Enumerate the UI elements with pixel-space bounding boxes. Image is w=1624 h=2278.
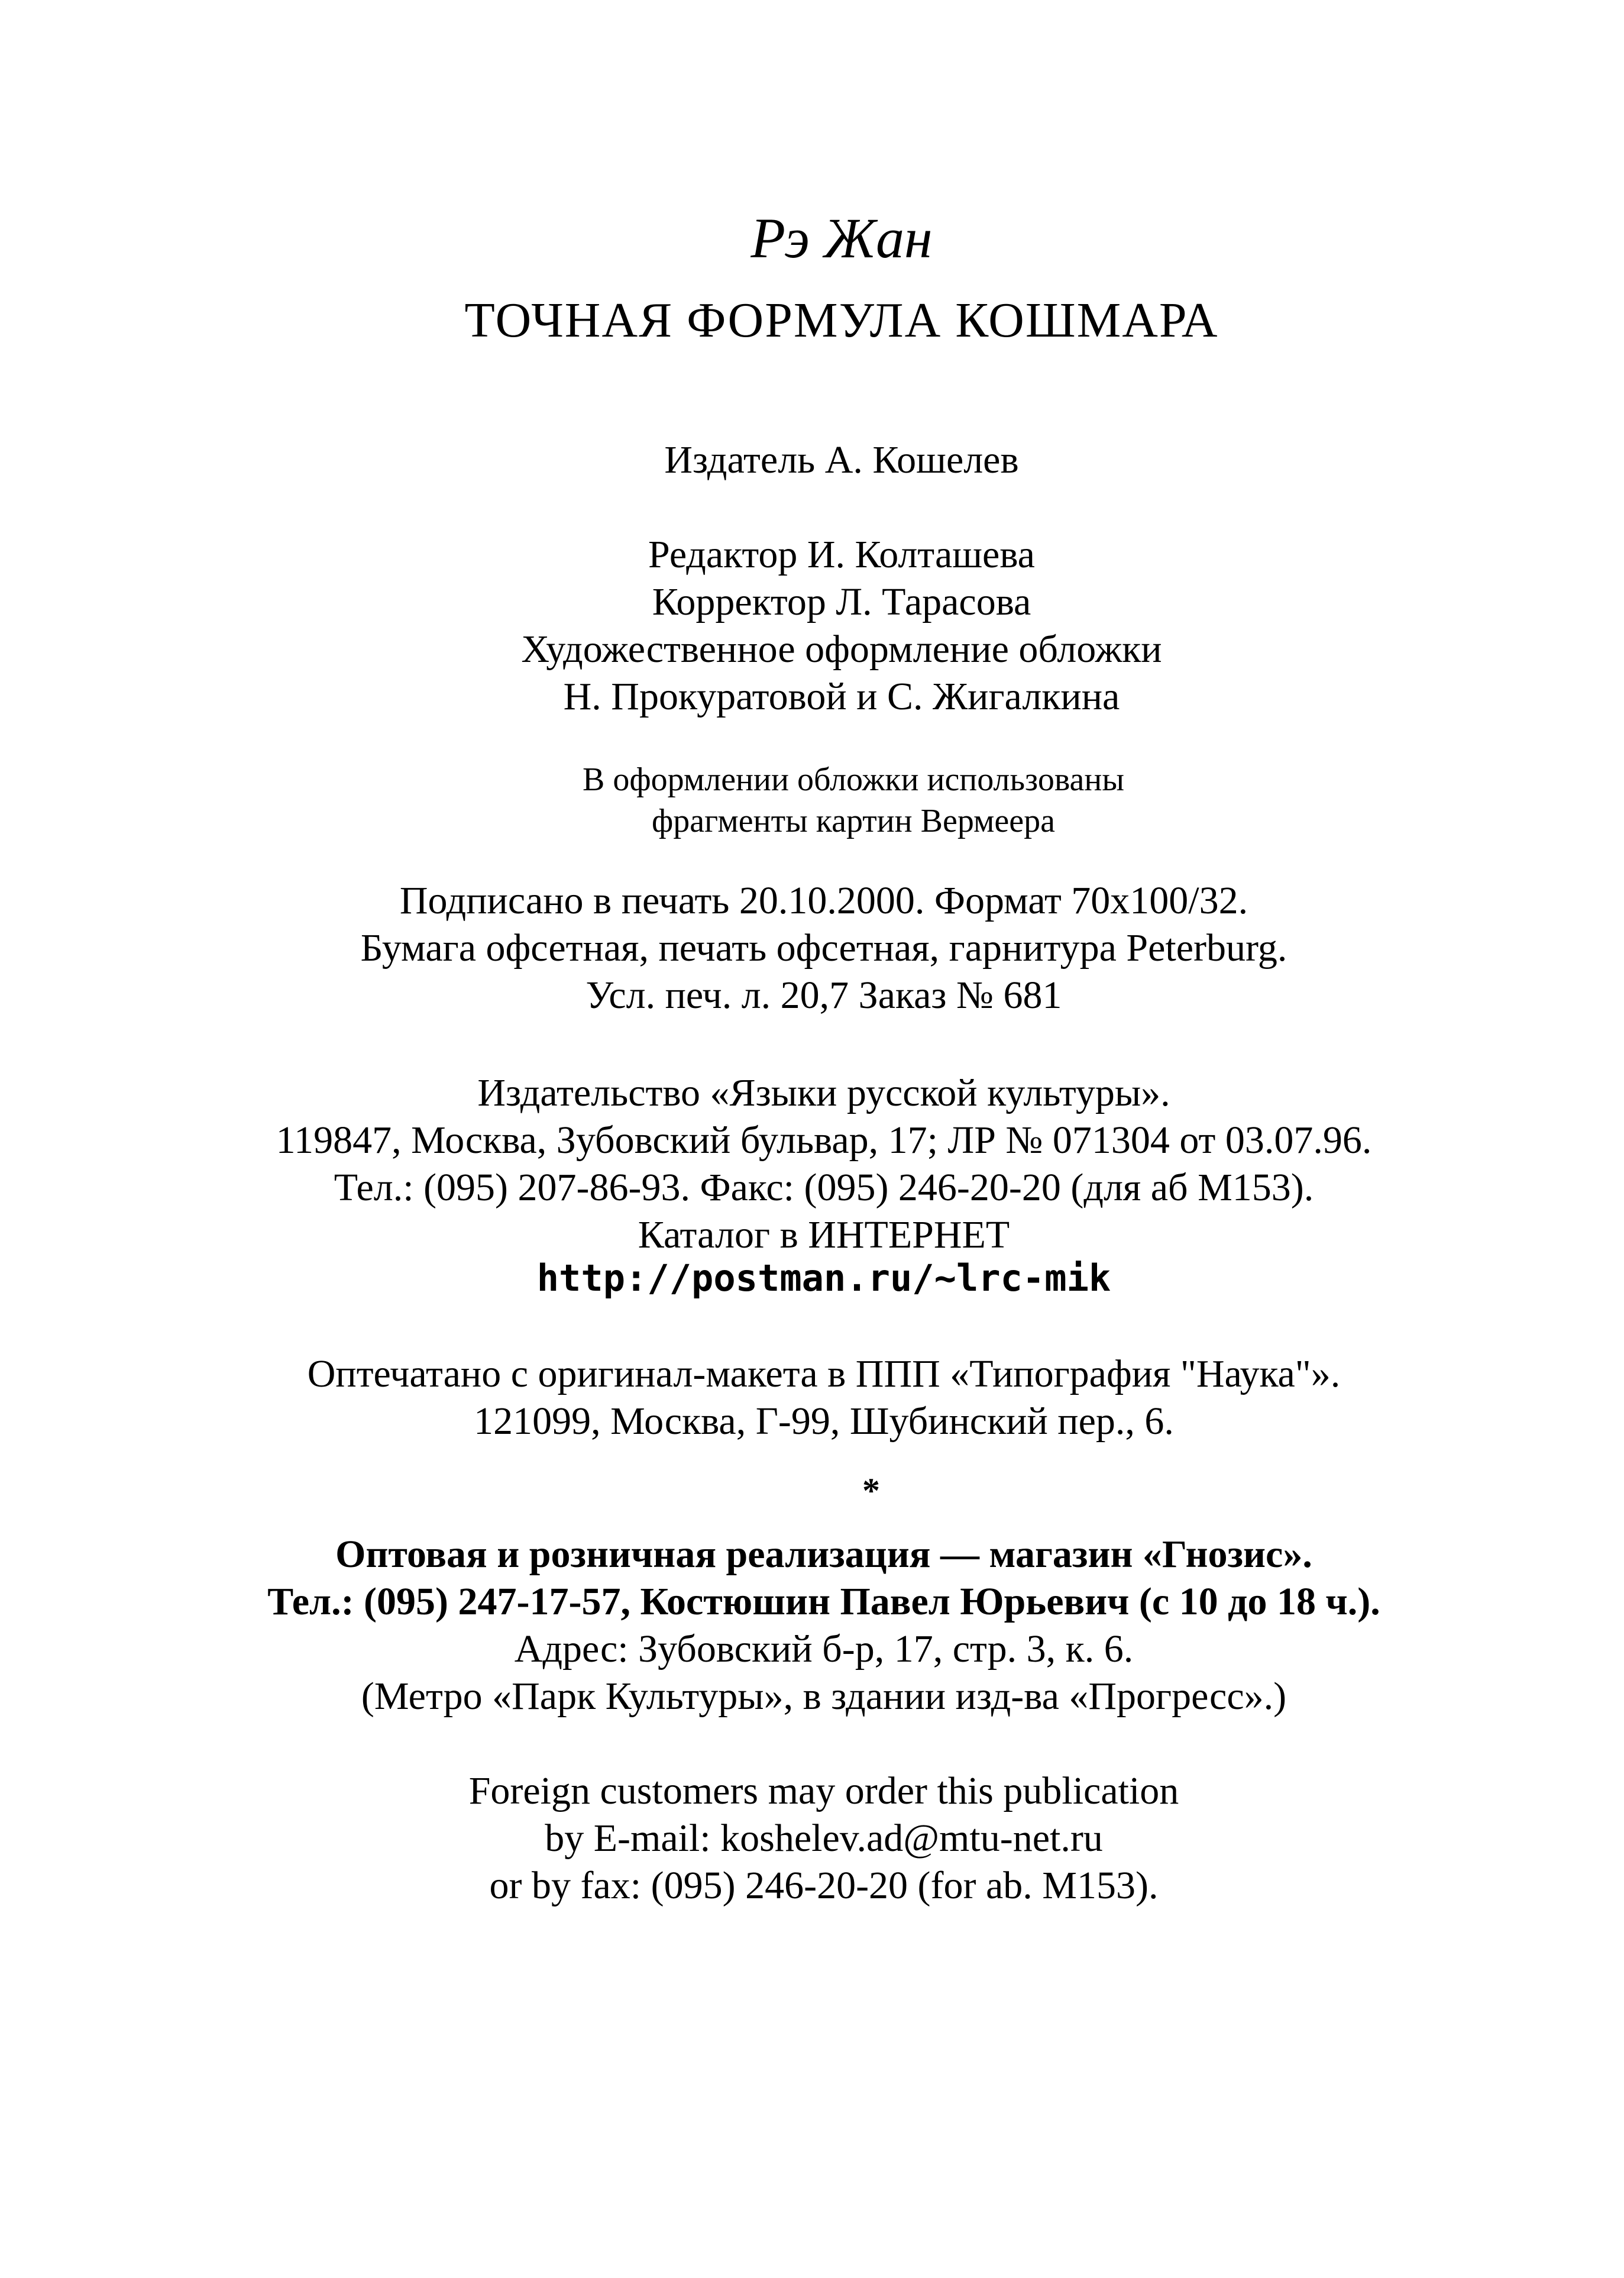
publisher-line: Издатель А. Кошелев — [664, 438, 1019, 482]
cover-note-line-1: В оформлении обложки использованы — [583, 761, 1124, 798]
printing-house-address: 121099, Москва, Г-99, Шубинский пер., 6. — [474, 1400, 1174, 1443]
sales-metro: (Метро «Парк Культуры», в здании изд-ва «Прогресс».) — [361, 1675, 1287, 1718]
separator-asterisk: * — [862, 1471, 880, 1510]
publishing-house-address: 119847, Москва, Зубовский бульвар, 17; ЛР № 071304 от 03.07.96. — [276, 1119, 1372, 1162]
credit-cover-artists: Н. Прокуратовой и С. Жигалкина — [563, 675, 1120, 718]
sales-store: Оптовая и розничная реализация — магазин «Гнозис». — [335, 1533, 1312, 1576]
publishing-house-phone: Тел.: (095) 207-86-93. Факс: (095) 246-20-20 (для аб М153). — [334, 1166, 1314, 1209]
catalog-label: Каталог в ИНТЕРНЕТ — [638, 1213, 1010, 1256]
print-details-order: Усл. печ. л. 20,7 Заказ № 681 — [585, 974, 1062, 1017]
sales-phone: Тел.: (095) 247-17-57, Костюшин Павел Юрьевич (с 10 до 18 ч.). — [267, 1580, 1380, 1623]
author-name: Рэ Жан — [750, 206, 933, 270]
cover-note-line-2: фрагменты картин Вермеера — [652, 803, 1055, 839]
foreign-customers-line-1: Foreign customers may order this publication — [468, 1769, 1179, 1812]
printing-house-name: Оптечатано с оригинал-макета в ППП «Типография "Наука"». — [307, 1352, 1341, 1395]
publishing-house-name: Издательство «Языки русской культуры». — [477, 1071, 1170, 1114]
foreign-customers-fax: or by fax: (095) 246-20-20 (for ab. M153). — [489, 1864, 1159, 1907]
sales-address: Адрес: Зубовский б-р, 17, стр. 3, к. 6. — [514, 1627, 1134, 1670]
credit-cover-design: Художественное оформление обложки — [521, 628, 1162, 671]
print-details-paper: Бумага офсетная, печать офсетная, гарнитура Peterburg. — [360, 926, 1287, 970]
catalog-url: http://postman.ru/~lrc-mik — [536, 1256, 1111, 1300]
print-details-signed: Подписано в печать 20.10.2000. Формат 70х100/32. — [399, 879, 1248, 922]
foreign-customers-email: by E-mail: koshelev.ad@mtu-net.ru — [545, 1817, 1103, 1860]
credit-editor: Редактор И. Колташева — [648, 533, 1035, 576]
credit-proofreader: Корректор Л. Тарасова — [652, 580, 1031, 623]
book-title: ТОЧНАЯ ФОРМУЛА КОШМАРА — [464, 293, 1219, 348]
